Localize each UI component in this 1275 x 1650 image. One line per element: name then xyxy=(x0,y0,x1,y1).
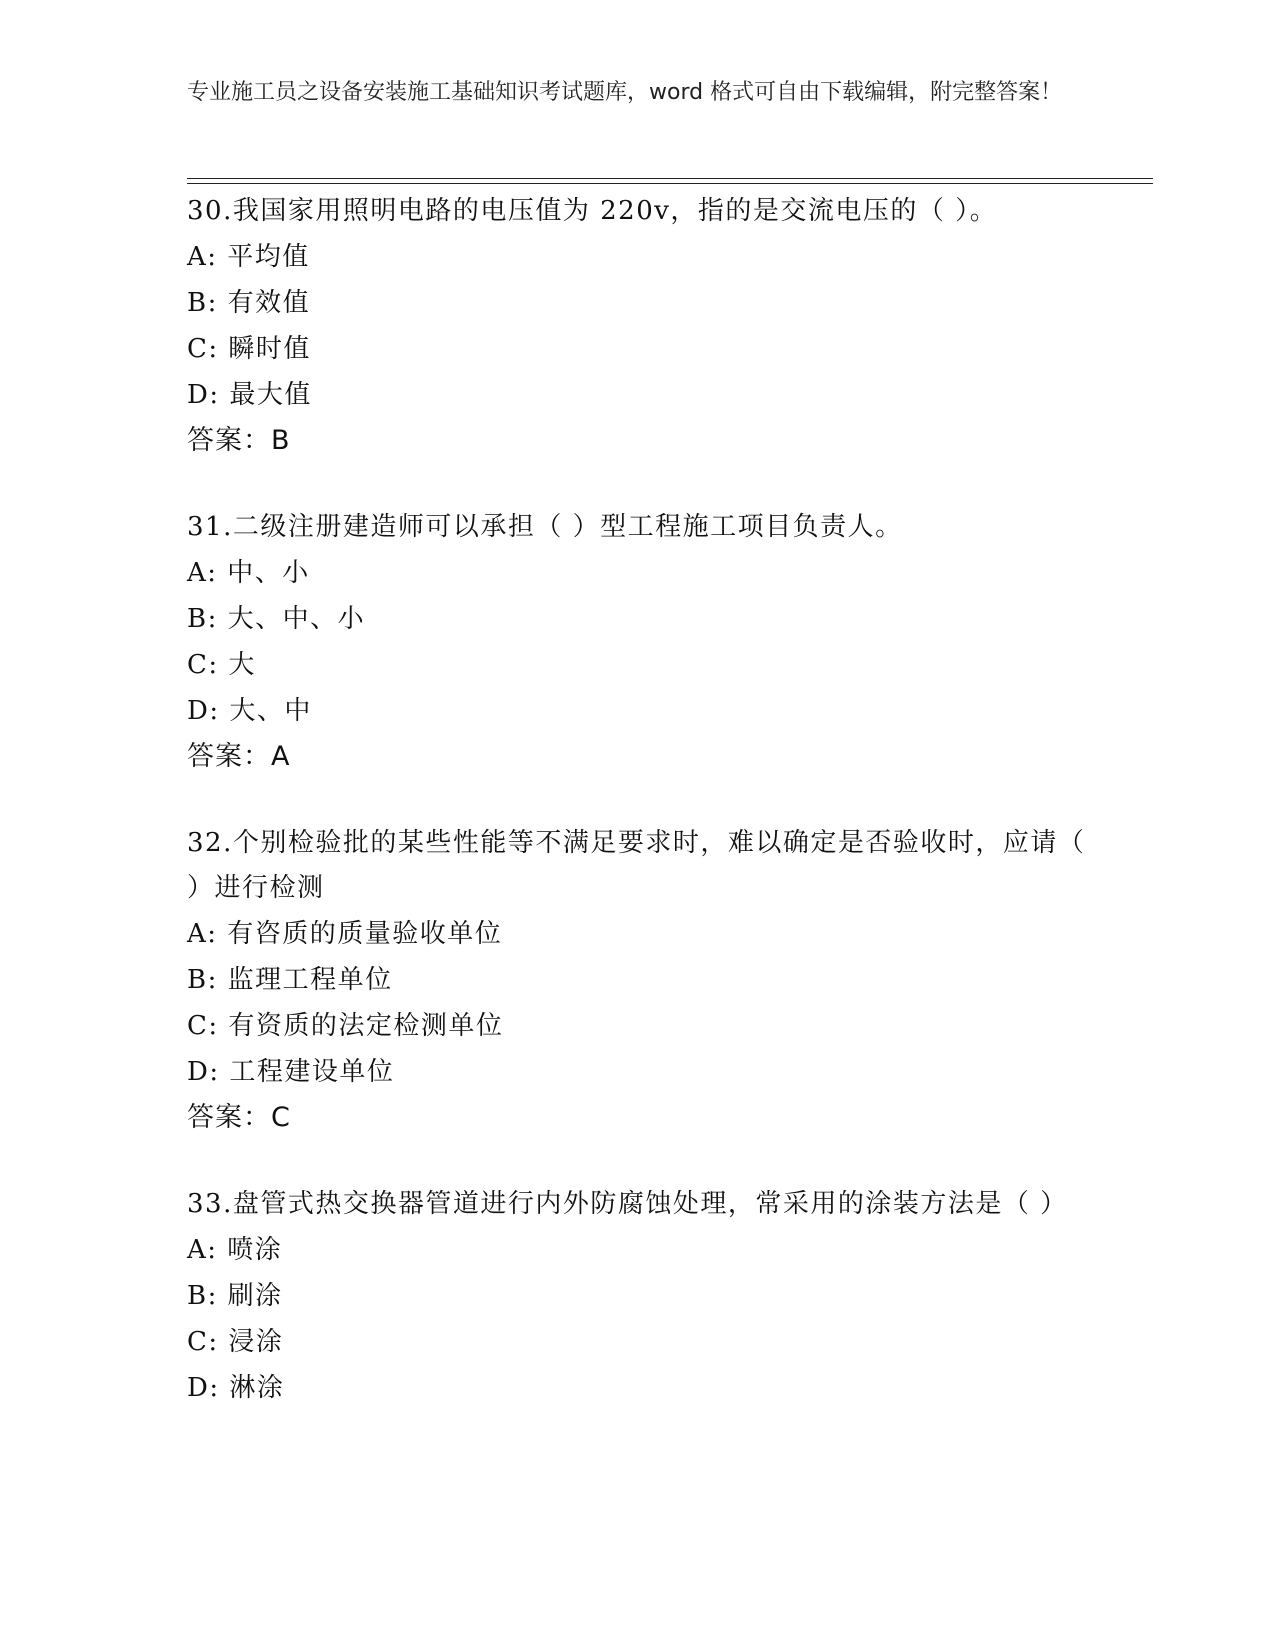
answer-line: 答案：A xyxy=(187,741,291,772)
question-stem: 32.个别检验批的某些性能等不满足要求时，难以确定是否验收时，应请（ ）进行检测 xyxy=(187,828,1096,903)
option-b: B: 刷涂 xyxy=(187,1281,283,1311)
answer-line: 答案：C xyxy=(187,1102,291,1133)
header-divider-top xyxy=(187,178,1153,179)
question-32 xyxy=(187,821,1096,1141)
option-a: A: 喷涂 xyxy=(187,1235,283,1265)
option-d: D: 淋涂 xyxy=(187,1373,285,1403)
question-stem: 31.二级注册建造师可以承担（ ）型工程施工项目负责人。 xyxy=(187,512,903,542)
option-b: B: 监理工程单位 xyxy=(187,965,393,995)
question-30 xyxy=(187,189,1087,464)
option-a: A: 中、小 xyxy=(187,558,310,588)
option-d: D: 工程建设单位 xyxy=(187,1057,395,1087)
header-divider-bottom xyxy=(187,183,1153,184)
question-31 xyxy=(187,505,1087,780)
option-c: C: 大 xyxy=(187,650,256,680)
option-d: D: 大、中 xyxy=(187,696,312,726)
option-c: C: 浸涂 xyxy=(187,1327,284,1357)
option-d: D: 最大值 xyxy=(187,380,312,410)
option-b: B: 大、中、小 xyxy=(187,604,366,634)
question-33 xyxy=(187,1182,1087,1411)
document-header: 专业施工员之设备安装施工基础知识考试题库，word 格式可自由下载编辑，附完整答案！ xyxy=(187,80,1063,105)
question-stem: 30.我国家用照明电路的电压值为 220v，指的是交流电压的（ ）。 xyxy=(187,196,998,226)
answer-line: 答案：B xyxy=(187,425,291,456)
option-b: B: 有效值 xyxy=(187,288,311,318)
option-c: C: 有资质的法定检测单位 xyxy=(187,1011,504,1041)
option-c: C: 瞬时值 xyxy=(187,334,311,364)
option-a: A: 有咨质的质量验收单位 xyxy=(187,919,503,949)
question-list xyxy=(187,189,1096,1452)
option-a: A: 平均值 xyxy=(187,242,310,272)
question-stem: 33.盘管式热交换器管道进行内外防腐蚀处理，常采用的涂装方法是（ ） xyxy=(187,1189,1068,1219)
